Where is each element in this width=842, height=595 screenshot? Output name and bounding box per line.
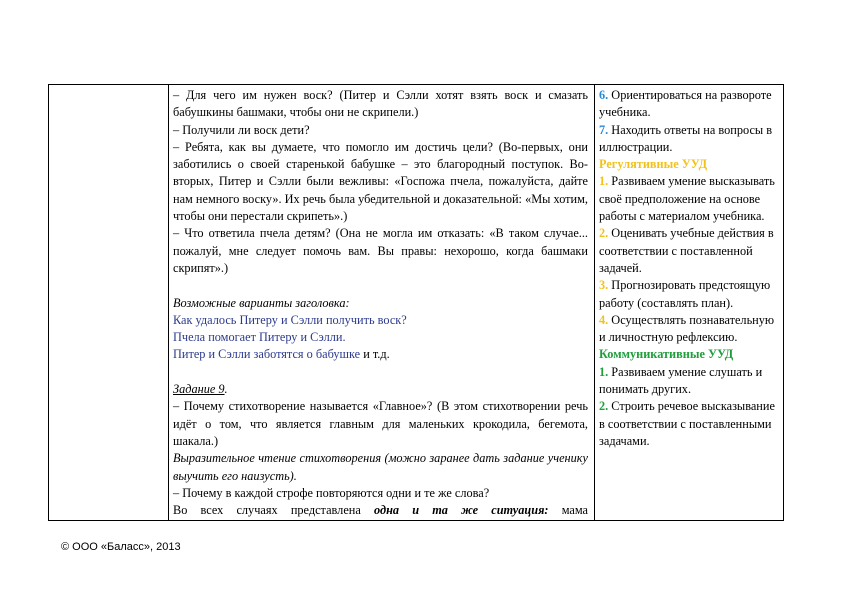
question-poem-title: – Почему стихотворение называется «Главное»? (В этом стихотворении речь идёт о том, что является главным для маленьких крокодила, бегемота, шакала.) [173, 399, 588, 448]
item-number: 4. [599, 312, 609, 327]
item-text: Развиваем умение слушать и понимать других. [599, 364, 763, 397]
lesson-table [48, 84, 784, 521]
title-variant-1: Как удалось Питеру и Сэлли получить воск? [173, 312, 407, 327]
title-variant-2: Пчела помогает Питеру и Сэлли. [173, 330, 346, 345]
item-text: Развиваем умение высказывать своё предположение на основе работы с материалом учебника. [599, 174, 775, 224]
expressive-reading: Выразительное чтение стихотворения (можно заранее дать задание ученику выучить его наизусть). [173, 451, 588, 483]
lesson-content-column [173, 87, 588, 519]
cognitive-item-6 [599, 87, 783, 122]
question-repeated-words: – Почему в каждой строфе повторяются одни и те же слова? [173, 485, 490, 500]
communicative-item-2 [599, 398, 783, 450]
question-bee-answer: – Что ответила пчела детям? (Она не могла им отказать: «В таком случае... пожалуй, мне следует помочь вам. Вы правы: нехорошо, когда башмаки скрипят».) [173, 226, 588, 275]
item-number: 1. [599, 174, 609, 189]
task-dot: . [224, 382, 228, 397]
question-got-wax: – Получили ли воск дети? [173, 122, 310, 137]
item-text: Прогнозировать предстоящую работу (составлять план). [599, 278, 771, 310]
regulative-item-2 [599, 225, 783, 277]
column-divider-1 [168, 85, 169, 520]
item-number: 6. [599, 88, 609, 102]
variants-heading: Возможные варианты заголовка: [173, 295, 350, 310]
item-number: 3. [599, 278, 609, 293]
task-heading [173, 381, 588, 398]
situation-emphasis: одна и та же ситуация: [373, 503, 549, 518]
situation-text-c: мама [548, 503, 589, 518]
communicative-heading: Коммуникативные УУД [599, 347, 734, 362]
item-number: 2. [599, 226, 609, 241]
item-number: 1. [599, 364, 609, 379]
column-divider-2 [594, 85, 595, 520]
question-goal: – Ребята, как вы думаете, что помогло им достичь цели? (Во-первых, они заботились о своей старенькой бабушке – это благородный поступок. Во-вторых, Питер и Сэлли были вежливы: «Госпожа пчела, пожалуйста, дайте нам немного воску». Их речь была убедительной и доказательной: «Мы хотим, чтобы они перестали скрипеть».) [173, 139, 588, 224]
item-text: Находить ответы на вопросы в иллюстрации. [599, 122, 773, 154]
item-text: Ориентироваться на развороте учебника. [599, 88, 772, 120]
spacer [173, 364, 588, 381]
cognitive-item-7 [599, 122, 783, 157]
spacer [173, 277, 588, 294]
item-number: 2. [599, 399, 609, 414]
item-number: 7. [599, 122, 609, 137]
regulative-item-1 [599, 173, 783, 225]
communicative-item-1 [599, 364, 783, 399]
title-variant-3-text: Питер и Сэлли заботятся о бабушке [173, 347, 361, 362]
title-variant-3 [173, 346, 588, 363]
task-label: Задание 9 [173, 382, 225, 397]
item-text: Осуществлять познавательную и личностную рефлексию. [599, 312, 775, 345]
regulative-item-4 [599, 312, 783, 347]
situation-line [173, 502, 588, 519]
item-text: Строить речевое высказывание в соответствии с поставленными задачами. [599, 399, 775, 448]
regulative-heading: Регулятивные УУД [599, 157, 708, 172]
title-variant-3-tail: и т.д. [360, 347, 390, 362]
item-text: Оценивать учебные действия в соответствии с поставленной задачей. [599, 226, 774, 275]
copyright-footer: © ООО «Баласс», 2013 [61, 541, 181, 553]
situation-text-a: Во всех случаях представлена [173, 503, 374, 518]
question-wax: – Для чего им нужен воск? (Питер и Сэлли хотят взять воск и смазать бабушкины башмаки, чтобы они не скрипели.) [173, 88, 588, 120]
uud-column [599, 87, 783, 450]
regulative-item-3 [599, 277, 783, 312]
